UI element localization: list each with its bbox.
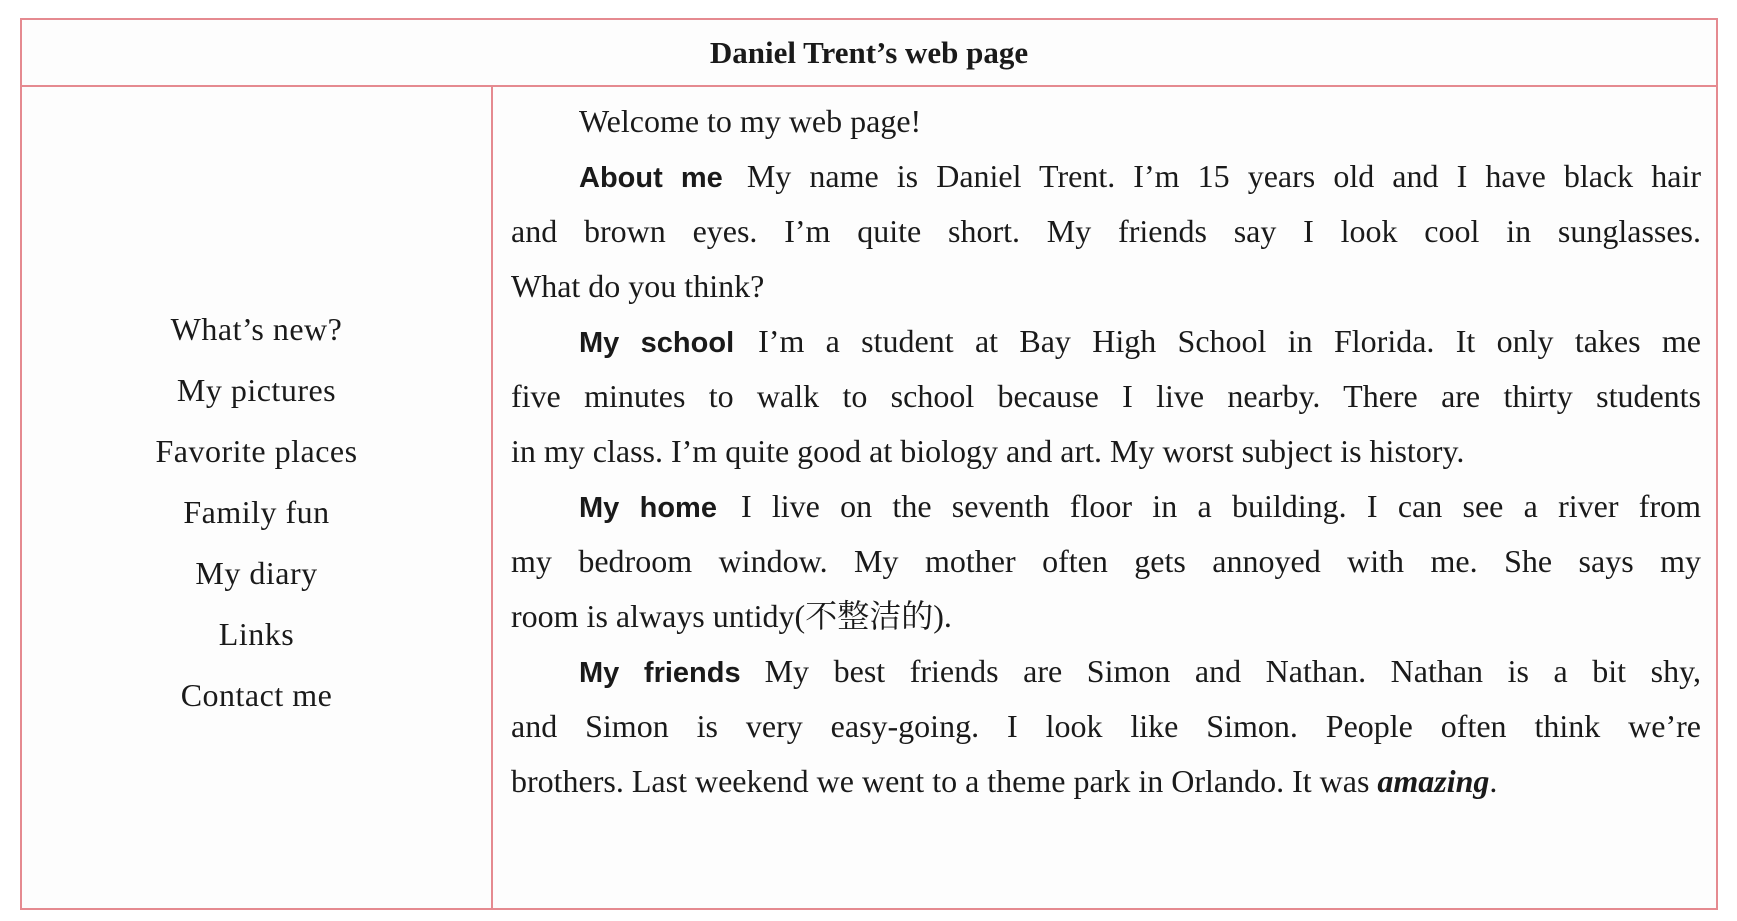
school-line-1 <box>511 321 1701 363</box>
nav-item-contact-me[interactable]: Contact me <box>180 677 333 713</box>
friends-text-1: My best friends are Simon and Nathan. Nathan is a bit shy, <box>764 653 1701 689</box>
page-title: Daniel Trent’s web page <box>22 20 1716 87</box>
amazing-emphasis: amazing <box>1377 763 1490 799</box>
home-heading: My home <box>579 492 717 524</box>
home-line-1 <box>511 486 1701 528</box>
about-line-2: and brown eyes. I’m quite short. My friends say I look cool in sunglasses. <box>511 213 1701 249</box>
about-line-1 <box>511 156 1701 198</box>
about-heading: About me <box>579 162 723 194</box>
web-page-table <box>20 18 1718 910</box>
friends-text-3: brothers. Last weekend we went to a theme park in Orlando. It was <box>511 763 1370 799</box>
nav-item-favorite-places[interactable]: Favorite places <box>155 433 358 469</box>
friends-heading: My friends <box>579 657 741 689</box>
friends-line-2: and Simon is very easy-going. I look like Simon. People often think we’re <box>511 708 1701 744</box>
friends-line-1 <box>511 651 1701 693</box>
sidebar-nav <box>22 87 493 910</box>
school-line-2: five minutes to walk to school because I live nearby. There are thirty students <box>511 378 1701 414</box>
nav-item-my-diary[interactable]: My diary <box>195 555 318 591</box>
nav-item-family-fun[interactable]: Family fun <box>183 494 330 530</box>
nav-item-links[interactable]: Links <box>218 616 295 652</box>
home-line-3: room is always untidy(不整洁的). <box>511 598 952 634</box>
home-text-1: I live on the seventh floor in a building. I can see a river from <box>740 488 1702 524</box>
nav-item-whats-new[interactable]: What’s new? <box>170 311 343 347</box>
about-line-3: What do you think? <box>511 268 765 304</box>
school-text-1: I’m a student at Bay High School in Florida. It only takes me <box>758 323 1701 359</box>
friends-period: . <box>1489 763 1498 799</box>
school-line-3: in my class. I’m quite good at biology and art. My worst subject is history. <box>511 433 1465 469</box>
school-heading: My school <box>579 327 735 359</box>
welcome-text: Welcome to my web page! <box>579 103 922 139</box>
nav-list <box>22 299 491 726</box>
home-line-2: my bedroom window. My mother often gets annoyed with me. She says my <box>511 543 1701 579</box>
about-text-1: My name is Daniel Trent. I’m 15 years old and I have black hair <box>746 158 1702 194</box>
friends-line-3 <box>511 761 1701 801</box>
main-content <box>511 87 1701 907</box>
nav-item-my-pictures[interactable]: My pictures <box>176 372 337 408</box>
